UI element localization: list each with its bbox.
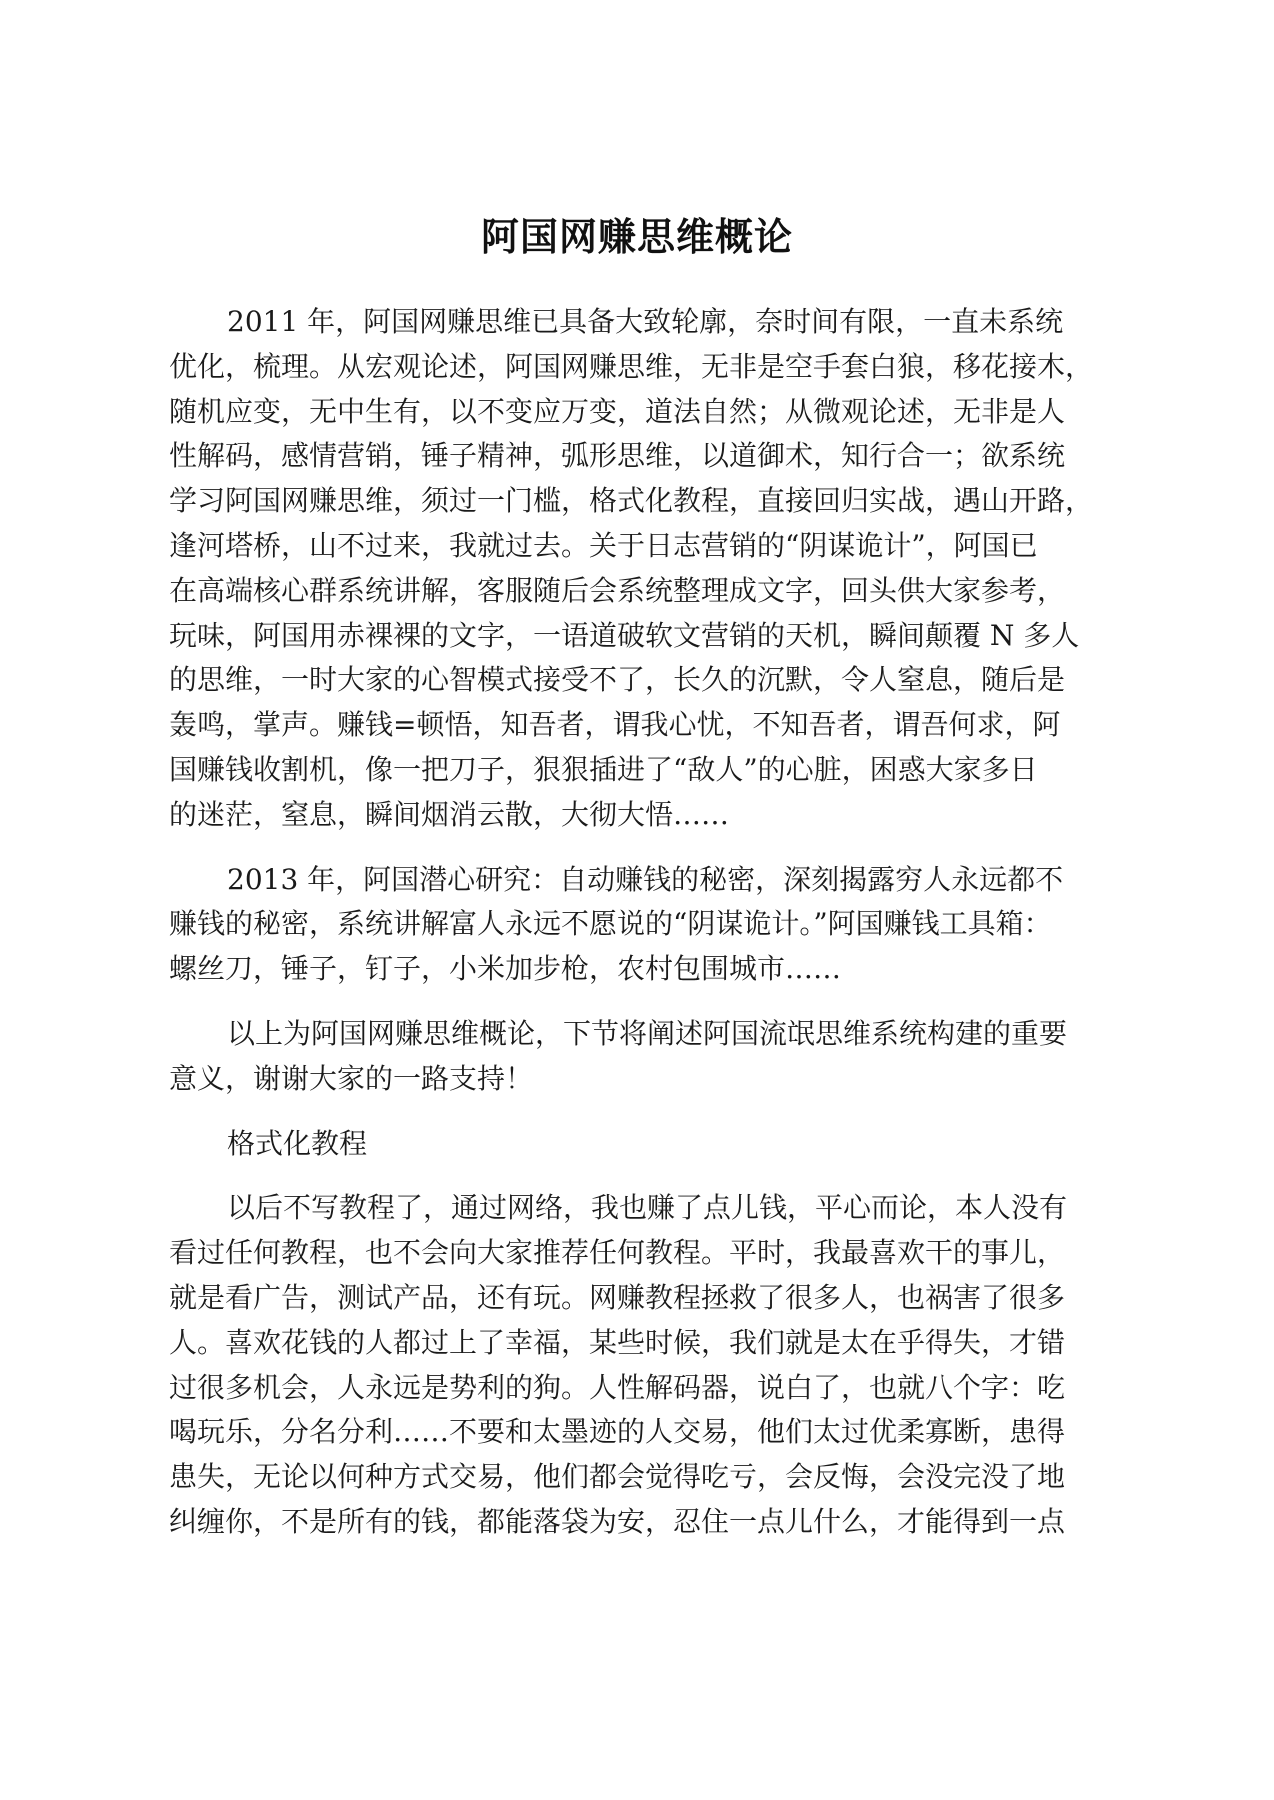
- paragraph-line: 人。喜欢花钱的人都过上了幸福，某些时候，我们就是太在乎得失，才错: [169, 1325, 1066, 1359]
- paragraph-line: 学习阿国网赚思维，须过一门槛，格式化教程，直接回归实战，遇山开路，: [169, 484, 1094, 518]
- paragraph-line: 以后不写教程了，通过网络，我也赚了点儿钱，平心而论，本人没有: [227, 1191, 1068, 1225]
- paragraph-line: 患失，无论以何种方式交易，他们都会觉得吃亏，会反悔，会没完没了地: [169, 1460, 1066, 1494]
- paragraph-2013: [169, 858, 1109, 992]
- paragraph-line: 意义，谢谢大家的一路支持！: [169, 1061, 534, 1095]
- paragraph-2011: [169, 300, 1109, 838]
- document-body: [169, 300, 1109, 1565]
- section-heading-text: 格式化教程: [227, 1126, 368, 1160]
- paragraph-line: 在高端核心群系统讲解，客服随后会系统整理成文字，回头供大家参考，: [169, 573, 1066, 607]
- paragraph-line: 赚钱的秘密，系统讲解富人永远不愿说的“阴谋诡计。”阿国赚钱工具箱：: [169, 907, 1052, 941]
- paragraph-line: 优化，梳理。从宏观论述，阿国网赚思维，无非是空手套白狼，移花接木，: [169, 349, 1094, 383]
- paragraph-line: 玩味，阿国用赤裸裸的文字，一语道破软文营销的天机，瞬间颠覆 N 多人: [169, 618, 1080, 652]
- section-heading: [169, 1122, 1109, 1167]
- paragraph-line: 以上为阿国网赚思维概论，下节将阐述阿国流氓思维系统构建的重要: [227, 1016, 1068, 1050]
- paragraph-line: 就是看广告，测试产品，还有玩。网赚教程拯救了很多人，也祸害了很多: [169, 1280, 1066, 1314]
- paragraph-tutorial: [169, 1186, 1109, 1544]
- paragraph-line: 螺丝刀，锤子，钉子，小米加步枪，农村包围城市……: [169, 952, 842, 986]
- paragraph-summary: [169, 1012, 1109, 1102]
- paragraph-line: 的思维，一时大家的心智模式接受不了，长久的沉默，令人窒息，随后是: [169, 663, 1066, 697]
- paragraph-line: 随机应变，无中生有，以不变应万变，道法自然；从微观论述，无非是人: [169, 394, 1066, 428]
- paragraph-line: 喝玩乐，分名分利……不要和太墨迹的人交易，他们太过优柔寡断，患得: [169, 1415, 1066, 1449]
- paragraph-line: 2013 年，阿国潜心研究：自动赚钱的秘密，深刻揭露穷人永远都不: [227, 862, 1064, 896]
- paragraph-line: 2011 年，阿国网赚思维已具备大致轮廓，奈时间有限，一直未系统: [227, 305, 1064, 338]
- paragraph-line: 性解码，感情营销，锤子精神，弧形思维，以道御术，知行合一；欲系统: [169, 439, 1066, 473]
- paragraph-line: 轰鸣，掌声。赚钱=顿悟，知吾者，谓我心忧，不知吾者，谓吾何求，阿: [169, 708, 1061, 742]
- document-title: 阿国网赚思维概论: [480, 214, 793, 259]
- paragraph-line: 的迷茫，窒息，瞬间烟消云散，大彻大悟……: [169, 797, 730, 831]
- paragraph-line: 逢河塔桥，山不过来，我就过去。关于日志营销的“阴谋诡计”，阿国已: [169, 528, 1038, 562]
- paragraph-line: 看过任何教程，也不会向大家推荐任何教程。平时，我最喜欢干的事儿，: [169, 1236, 1066, 1270]
- paragraph-line: 纠缠你，不是所有的钱，都能落袋为安，忍住一点儿什么，才能得到一点: [169, 1504, 1066, 1538]
- paragraph-line: 国赚钱收割机，像一把刀子，狠狠插进了“敌人”的心脏，困惑大家多日: [169, 752, 1038, 786]
- paragraph-line: 过很多机会，人永远是势利的狗。人性解码器，说白了，也就八个字：吃: [169, 1370, 1066, 1404]
